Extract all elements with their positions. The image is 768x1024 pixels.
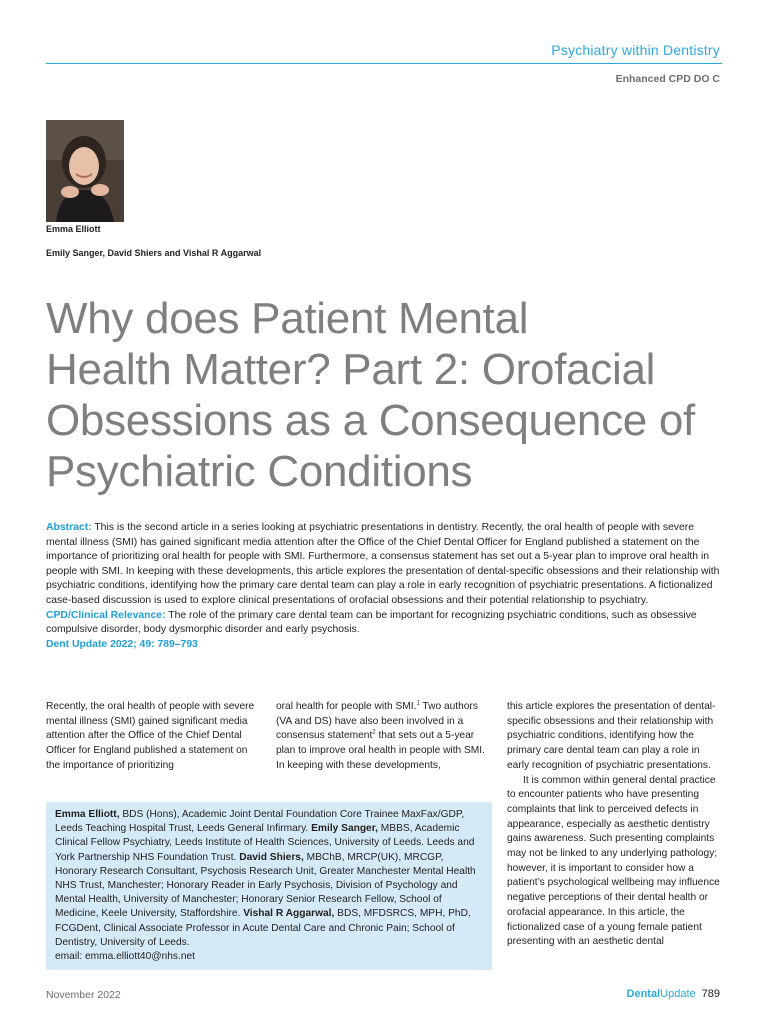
abstract <box>46 521 722 652</box>
title-line: Why does Patient Mental <box>46 294 529 343</box>
reference-marker[interactable]: 1 <box>416 700 420 707</box>
abstract-paragraph <box>46 521 722 609</box>
body-paragraph: It is common within general dental practice to encounter patients who have presenting complaints that link to perceived defects in appearance, especially as aesthetic dentistry gains awareness. Such presenting complaints may not be linked to any underlying pathology; however, it is important to consider how a patient’s psychological wellbeing may influence negative perceptions of their dental health or orofacial appearance. In this article, the fictionalized case of a young female patient presenting with an aesthetic dental <box>507 774 720 948</box>
header-rule <box>46 63 722 64</box>
cpd-label: Enhanced CPD DO C <box>615 73 720 85</box>
affiliations-box <box>46 802 492 970</box>
abstract-text: This is the second article in a series looking at psychiatric presentations in dentistry. Recently, the oral health of people with severe mental illness (SMI) has gained significant media attention after the Office of the Chief Dental Officer for England published a statement on the importance of prioritizing oral health for people with SMI. Furthermore, a consensus statement has set out a 5-year plan to improve oral health in people with SMI. In keeping with these developments, this article explores the presentation of dental-specific obsessions and their relationship with psychiatric conditions, identifying how the primary care dental team can play a role in early recognition of psychiatric presentations. A fictionalized case-based discussion is used to explore clinical presentations of orofacial obsessions and their potential relationship to psychiatry. <box>46 522 720 606</box>
body-column-1 <box>46 700 260 774</box>
affiliation-text: BDS, MFDSRCS, MPH, PhD, FCGDent, Clinical Associate Professor in Acute Dental Care and Chronic Pain; School of Dentistry, University of Leeds. <box>55 908 471 948</box>
article-title <box>46 293 726 497</box>
body-text: Two authors (VA and DS) have also been involved in a consensus statement <box>276 701 478 742</box>
section-title: Psychiatry within Dentistry <box>551 42 720 58</box>
photo-caption: Emma Elliott <box>46 224 101 234</box>
affiliation-author-name: Emily Sanger, <box>311 823 378 835</box>
affiliation-text: MBBS, Academic Clinical Fellow Psychiatry, Leeds Institute of Health Sciences, University of Leeds. Leeds and York Partnership NHS Foundation Trust. <box>55 823 475 863</box>
page-number: 789 <box>701 988 720 1000</box>
contact-email[interactable]: email: emma.elliott40@nhs.net <box>55 951 196 963</box>
affiliation-author-name: Emma Elliott, <box>55 809 120 820</box>
journal-name-part: Dental <box>626 988 661 1000</box>
reference-marker[interactable]: 2 <box>372 730 376 737</box>
abstract-label: Abstract: <box>46 522 92 533</box>
title-line: Psychiatric Conditions <box>46 447 473 496</box>
body-paragraph: this article explores the presentation of dental-specific obsessions and their relationship with psychiatric conditions, identifying how the primary care dental team can play a role in early recognition of psychiatric presentations. <box>507 701 716 771</box>
body-text: oral health for people with SMI. <box>276 701 417 712</box>
author-list: Emily Sanger, David Shiers and Vishal R Aggarwal <box>46 248 262 258</box>
affiliation-author-name: David Shiers, <box>239 851 304 863</box>
body-text: that sets out a 5-year plan to improve oral health in people with SMI. In keeping with these developments, <box>276 730 485 771</box>
cpd-relevance <box>46 609 722 638</box>
author-photo <box>46 120 124 222</box>
citation-text: Dent Update 2022; 49: 789–793 <box>46 638 198 650</box>
body-column-3 <box>507 700 721 950</box>
journal-name-part: Update <box>660 988 696 1000</box>
body-column-2 <box>276 700 490 774</box>
cpd-relevance-text: The role of the primary care dental team can be important for recognizing psychiatric conditions, such as obsessive compulsive disorder, body dysmorphic disorder and early psychosis. <box>46 609 697 636</box>
cpd-relevance-label: CPD/Clinical Relevance: <box>46 609 166 621</box>
footer-journal <box>627 988 720 1000</box>
title-line: Health Matter? Part 2: Orofacial <box>46 345 656 394</box>
affiliation-text: BDS (Hons), Academic Joint Dental Foundation Core Trainee MaxFax/GDP, Leeds Teaching Hospital Trust, Leeds General Infirmary. <box>55 809 465 835</box>
body-paragraph: Recently, the oral health of people with severe mental illness (SMI) gained significant media attention after the Office of the Chief Dental Officer for England published a statement on the importance of prioritizing <box>46 701 255 771</box>
affiliation-text: MBChB, MRCP(UK), MRCGP, Honorary Research Consultant, Psychosis Research Unit, Greater Manchester Mental Health NHS Trust, Manchester; Honorary Reader in Early Psychosis, Division of Psychology and Mental Health, University of Manchester; Honorary Senior Research Fellow, School of Medicine, Keele University, Staffordshire. <box>55 851 476 920</box>
title-line: Obsessions as a Consequence of <box>46 396 695 445</box>
affiliation-author-name: Vishal R Aggarwal, <box>243 908 335 920</box>
footer-date: November 2022 <box>46 989 121 1001</box>
citation <box>46 638 722 653</box>
body-paragraph <box>276 700 490 774</box>
